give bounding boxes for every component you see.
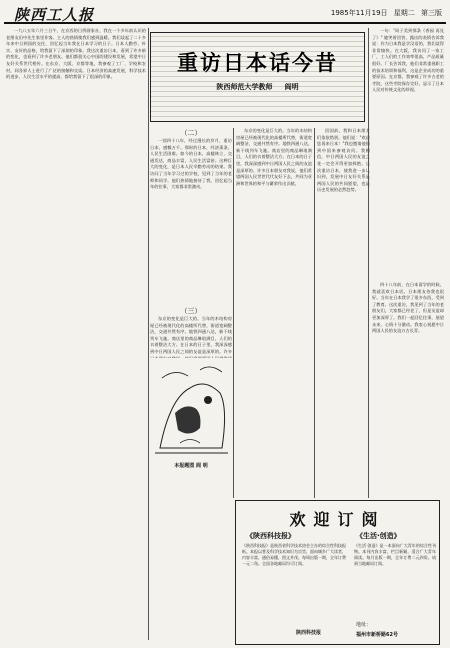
- column-divider: [148, 28, 149, 640]
- article-column-5: [372, 28, 444, 278]
- column-divider: [233, 128, 234, 498]
- headline-box: [150, 32, 365, 122]
- ad-title: 欢迎订阅: [289, 510, 386, 529]
- masthead: [4, 2, 446, 24]
- ad-description: [354, 543, 436, 617]
- ad-description: [242, 543, 346, 623]
- article-column-2b: [150, 316, 232, 356]
- section-number: （二）: [180, 129, 202, 137]
- article-column-3: [236, 128, 312, 498]
- article-paragraph: 一别四十八年，经过漫长的岁月，重访日本，感慨万千。那时的日本，经济萧条，人民生活困难。如今的日本，高楼林立，交通发达，商品丰富，人民生活富裕。这种巨大的变化，是日本人民辛勤劳动的结果。我访问了当年学习过的学校，见到了当年的老师和同学。他们热情地接待了我，回忆起当年的往事，大家都非常激动。: [150, 138, 232, 190]
- article-column-4: [317, 128, 370, 498]
- article-column-6: [372, 282, 444, 496]
- article-paragraph: 四十八年前，在日本留学的时候，我就喜欢日本话。日本朋友待我也很好。当年在日本我学了很多东西，受到了教育。这次重访，我见到了当年的老朋友们，大家都已经老了，但是友谊却更加深厚了。我们一起回忆往事，展望未来，心情十分激动。我衷心祝愿中日两国人民的友谊万古长青。: [372, 282, 444, 334]
- byline-organization: 陕西师范大学教师: [216, 83, 273, 91]
- article-paragraph: 东京的变化是巨大的。当年的木结构房屋已经被现代化的高楼所代替，街道宽阔整洁，交通井然有序。地铁四通八达，新干线列车飞驰。商店里的商品琳琅满目，人们的衣着整洁大方。在日本的日子里，我深深感到中日两国人民之间的友谊是深厚的。许多: [150, 316, 232, 354]
- woodcut-illustration: [150, 358, 232, 458]
- ad-magazine-title: 《陕西科技报》: [246, 532, 295, 540]
- ad-publisher: 陕西科技报: [296, 630, 322, 636]
- issue-date: 1985年11月19日: [330, 9, 388, 17]
- ad-magazine-title: 《生活·创造》: [356, 532, 401, 540]
- ad-text: 《生活·创造》是一本面向广大青年的综合性刊物。本刊内容丰富，栏目新颖，适合广大青年阅读。每月出版一期，全年订费二元四角。请到当地邮局订阅。: [354, 543, 436, 566]
- article-column-2: [150, 138, 232, 303]
- article-paragraph: 一句："同子美到那条《香园 再見了》" 她笑着回答，露出的表情告诉我说：作为日本我是学汉语的，我们谈得非常愉快。在大阪，我访问了一家工厂，工人们的工作效率很高，产品质量很好。厂长告诉我，他们非常重视职工的技术培训和福利，这是企业成功的重要原因。在京都，我参观了许多古老的寺院，这些寺院保存完好，显示了日本人民对传统文化的珍视。: [372, 28, 444, 93]
- section-number: （三）: [180, 307, 202, 315]
- newspaper-name: 陕西工人报: [14, 6, 95, 24]
- illustration-caption: [150, 462, 232, 469]
- caption-label: 本报题图: [174, 463, 195, 469]
- ad-text: 《陕西科技报》是陕西省科学技术协会主办的综合性科技报纸。本报以普及科学技术知识为宗旨，面向城乡广大读者，内容丰富，通俗易懂，图文并茂。每周出版一期，全年订费一元二角。全国各地邮局均可订阅。: [242, 543, 346, 566]
- article-byline: [151, 82, 364, 92]
- column-divider: [314, 128, 315, 498]
- byline-author: 阎明: [284, 83, 299, 91]
- ad-address-label: 地址：: [356, 622, 372, 628]
- ad-address: 福州市新桥路62号: [356, 632, 398, 638]
- article-headline: 重访日本话今昔: [177, 51, 338, 75]
- column-divider: [368, 28, 369, 498]
- article-paragraph: 东京的变化是巨大的。当年的木结构房屋已经被现代化的高楼所代替，街道宽阔整洁，交通井然有序。地铁四通八达，新干线列车飞驰。商店里的商品琳琅满目，人们的衣着整洁大方。在日本的日子里，我深深感到中日两国人民之间的友谊是深厚的。许多日本朋友对我说，他们希望两国人民世世代代友好下去，共同为亚洲和世界的和平与繁荣作出贡献。: [236, 128, 312, 186]
- issue-page: 第三版: [421, 9, 442, 17]
- article-paragraph: 回国前，我和日本朋友们依依惜别。他们说："欢迎您再来日本！"我也邀请他们到中国来参观访问。我相信，中日两国人民的友谊之花一定会开得更加鲜艳。这次重访日本，使我进一步认识到，发展中日友好关系是两国人民的共同愿望，也是历史发展的必然趋势。: [317, 128, 370, 193]
- issue-info: [327, 8, 442, 18]
- caption-artist: 阎 明: [196, 463, 208, 469]
- article-column-1: [6, 28, 146, 640]
- subscription-ad: [235, 500, 440, 645]
- article-paragraph: 一九八五年六月三日午，在京西的日侨画家社，我在一个多年前认识的老朋友田中先生家里作客。主人的热情使我们感到温暖。我们谈起了二十多年来中日两国的交往，回忆起当年我在日本学习的日子。日本人勤劳、朴实、友好的品格，给我留下了深刻的印象。我这次重访日本，看到了许多新的变化，也看到了许多老朋友。他们都很关心中国的建设和发展，希望中日友好关系世代相传。在东京、大阪、京都等地，我参观了工厂、学校和农村，同各界人士进行了广泛的接触和交谈。日本经济的高速发展，科学技术的进步，人民生活水平的提高，都给我留下了很深的印象。: [6, 28, 146, 80]
- issue-weekday: 星期二: [393, 9, 415, 17]
